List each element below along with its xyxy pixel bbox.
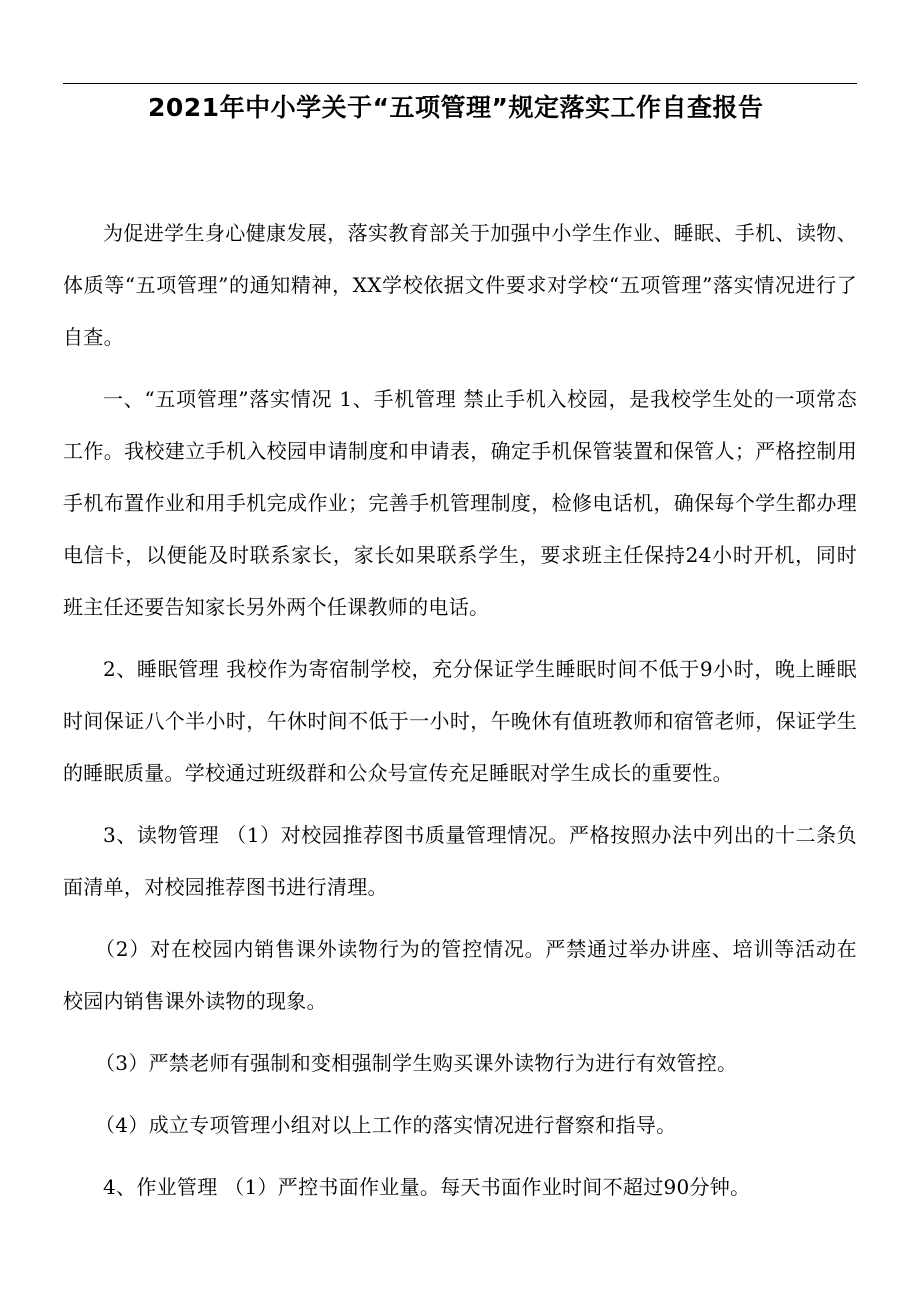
paragraph-reading-management: 3、读物管理 （1）对校园推荐图书质量管理情况。严格按照办法中列出的十二条负面清单，对校园推荐图书进行清理。 [63, 823, 857, 899]
paragraph-homework-management: 4、作业管理 （1）严控书面作业量。每天书面作业时间不超过90分钟。 [103, 1175, 751, 1199]
paragraph-intro: 为促进学生身心健康发展，落实教育部关于加强中小学生作业、睡眠、手机、读物、体质等“五项管理”的通知精神，XX学校依据文件要求对学校“五项管理”落实情况进行了自查。 [63, 221, 857, 349]
paragraph-reading-item-2: （2）对在校园内销售课外读物行为的管控情况。严禁通过举办讲座、培训等活动在校园内销售课外读物的现象。 [63, 937, 857, 1013]
paragraph-phone-management: 一、“五项管理”落实情况 1、手机管理 禁止手机入校园，是我校学生处的一项常态工作。我校建立手机入校园申请制度和申请表，确定手机保管装置和保管人；严格控制用手机布置作业和用手机完成作业；完善手机管理制度，检修电话机，确保每个学生都办理电信卡，以便能及时联系家长，家长如果联系学生，要求班主任保持24小时开机，同时班主任还要告知家长另外两个任课教师的电话。 [63, 387, 857, 619]
document-body [63, 207, 857, 1223]
header-rule [63, 83, 857, 84]
paragraph-sleep-management: 2、睡眠管理 我校作为寄宿制学校，充分保证学生睡眠时间不低于9小时，晚上睡眠时间保证八个半小时，午休时间不低于一小时，午晚休有值班教师和宿管老师，保证学生的睡眠质量。学校通过班级群和公众号宣传充足睡眠对学生成长的重要性。 [63, 657, 857, 785]
paragraph-reading-item-3: （3）严禁老师有强制和变相强制学生购买课外读物行为进行有效管控。 [95, 1051, 738, 1075]
paragraph-reading-item-4: （4）成立专项管理小组对以上工作的落实情况进行督察和指导。 [95, 1113, 677, 1137]
document-title: 2021年中小学关于“五项管理”规定落实工作自查报告 [148, 93, 764, 122]
